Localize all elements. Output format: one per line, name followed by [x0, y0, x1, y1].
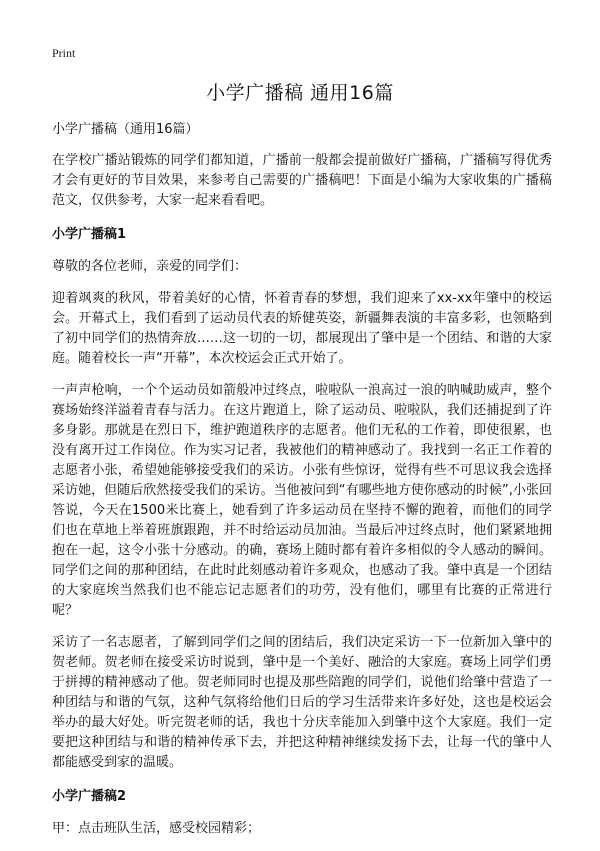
print-label[interactable]: Print [52, 46, 76, 60]
section1-paragraph: 迎着飒爽的秋风，带着美好的心情，怀着青春的梦想，我们迎来了xx-xx年肇中的校运会。开幕式上，我们看到了运动员代表的矫健英姿，新疆舞表演的丰富多彩，也领略到了初中同学们的热情奔放……这一切的一切，都展现出了肇中是一个团结、和谐的大家庭。随着校长一声“开幕”，本次校运会正式开始了。 [52, 291, 552, 366]
section1-paragraph: 尊敬的各位老师，亲爱的同学们： [52, 259, 248, 274]
section-heading-2: 小学广播稿2 [52, 789, 127, 804]
intro-paragraph: 在学校广播站锻炼的同学们都知道，广播前一般都会提前做好广播稿，广播稿写得优秀才会有更好的节目效果，来参考自己需要的广播稿吧！下面是小编为大家收集的广播稿范文，仅供参考，大家一起来看看吧。 [52, 153, 552, 208]
section2-paragraph: 甲：点击班队生活，感受校园精彩； [52, 821, 261, 836]
section1-paragraph: 采访了一名志愿者，了解到同学们之间的团结后，我们决定采访一下一位新加入肇中的贺老师。贺老师在接受采访时说到，肇中是一个美好、融洽的大家庭。赛场上同学们勇于拼搏的精神感动了他。贺老师同时也提及那些陪跑的同学们，说他们给肇中营造了一种团结与和谐的气氛，这种气氛将给他们日后的学习生活带来许多好处，这也是校运会举办的最大好处。听完贺老师的话，我也十分庆幸能加入到肇中这个大家庭。我们一定要把这种团结与和谐的精神传承下去，并把这种精神继续发扬下去，让每一代的肇中人都能感受到家的温暖。 [52, 635, 552, 770]
section-heading-1: 小学广播稿1 [52, 227, 127, 242]
section1-paragraph: 一声声枪响，一个个运动员如箭般冲过终点，啦啦队一浪高过一浪的呐喊助威声，整个赛场始终洋溢着青春与活力。在这片跑道上，除了运动员、啦啦队，我们还捕捉到了许多身影。那就是在烈日下，维护跑道秩序的志愿者。他们无私的工作着，即使很累，也没有离开过工作岗位。作为实习记者，我被他们的精神感动了。我找到一名正工作着的志愿者小张，希望她能够接受我们的采访。小张有些惊讶，觉得有些不可思议我会选择采访她，但随后欣然接受我们的采访。当他被问到“有哪些地方使你感动的时候”,小张回答说，今天在1500米比赛上，她看到了许多运动员在坚持不懈的跑着，而他们的同学们也在草地上举着班旗跟跑，并不时给运动员加油。当最后冲过终点时，他们紧紧地拥抱在一起，这令小张十分感动。的确，赛场上随时都有着许多相似的令人感动的瞬间。同学们之间的那种团结，在此时此刻感动着许多观众，也感动了我。肇中真是一个团结的大家庭埃当然我们也不能忘记志愿者们的功劳，没有他们，哪里有比赛的正常进行呢？ [52, 383, 552, 618]
document-subtitle: 小学广播稿（通用16篇） [52, 122, 199, 137]
document-body [52, 120, 552, 851]
page-title: 小学广播稿 通用16篇 [206, 82, 394, 104]
